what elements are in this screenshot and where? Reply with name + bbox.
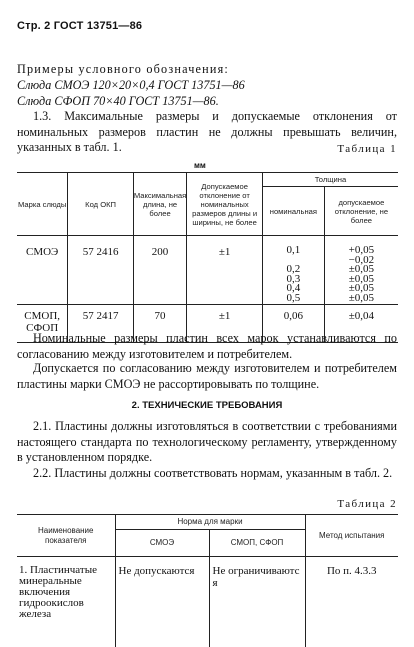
page-header: Стр. 2 ГОСТ 13751—86 bbox=[17, 20, 143, 32]
t2-cell-method: По п. 4.3.3 bbox=[326, 565, 377, 577]
t1-cell-grade: СМОЭ bbox=[17, 236, 68, 305]
t1-header-okp: Код ОКП bbox=[68, 173, 134, 236]
table-2 bbox=[17, 514, 398, 647]
t1-cell-tolerance: ±1 bbox=[187, 305, 263, 343]
t2-header-indicator: Наименование показателя bbox=[17, 515, 115, 557]
table-row bbox=[17, 557, 398, 647]
t1-thick-tol-value: ±0,05 bbox=[348, 282, 375, 295]
t1-cell-okp: 57 2416 bbox=[68, 236, 134, 305]
t1-cell-thick-tol bbox=[324, 236, 398, 305]
t2-header-norm: Норма для марки bbox=[115, 515, 305, 530]
table2-caption: Таблица 2 bbox=[337, 498, 397, 510]
t1-thick-tol-value: ±0,05 bbox=[348, 272, 375, 285]
t1-cell-nominal bbox=[262, 236, 324, 305]
table-1 bbox=[17, 172, 398, 343]
t1-header-max-length: Максимальная длина, не более bbox=[133, 173, 186, 236]
t1-header-thickness: Толщина bbox=[262, 173, 398, 187]
t2-header-method: Метод испытания bbox=[305, 515, 398, 557]
t1-thick-tol-value: −0,02 bbox=[348, 253, 375, 266]
t1-nominal-value: 0,5 bbox=[286, 291, 301, 304]
paragraph-allowed-text: Допускается по согласованию между изготовителем и потребителем пластины марки СМОЭ не рассортировывать по толщине. bbox=[17, 361, 397, 391]
t1-header-nominal: номинальная bbox=[262, 187, 324, 236]
paragraph-2-2: 2.2. Пластины должны соответствовать нормам, указанным в табл. 2. bbox=[33, 466, 393, 480]
example-line-1: Слюда СМОЭ 120×20×0,4 ГОСТ 13751—86 bbox=[17, 78, 245, 92]
t1-grade-line: СМОП, bbox=[24, 310, 61, 322]
t1-nominal-value: 0,4 bbox=[286, 282, 301, 295]
t1-nominal-value: 0,1 bbox=[286, 244, 301, 256]
t1-grade-line: СФОП bbox=[26, 322, 59, 334]
t1-header-tolerance: Допускаемое отклонение от номинальных размеров длины и ширины, не более bbox=[187, 173, 263, 236]
t1-nominal-value: 0,3 bbox=[286, 272, 301, 285]
t2-cell-indicator: 1. Пластинчатые минеральные включения гидроокислов железа bbox=[17, 557, 115, 647]
t1-cell-okp: 57 2417 bbox=[68, 305, 134, 343]
t2-header-smoe: СМОЭ bbox=[115, 530, 209, 557]
t1-header-thick-tol: допускаемое отклонение, не более bbox=[324, 187, 398, 236]
t1-thick-tol-value: ±0,05 bbox=[348, 291, 375, 304]
paragraph-2-1: 2.1. Пластины должны изготовляться в соответствии с требованиями настоящего стандарта по технологическому регламенту, утвержденному в установленном порядке. bbox=[17, 419, 397, 464]
t1-header-grade: Марка слюды bbox=[17, 173, 68, 236]
examples-heading: Примеры условного обозначения: bbox=[17, 62, 229, 76]
paragraph-1-3: 1.3. Максимальные размеры и допускаемые отклонения от номинальных размеров пластин не должны превышать величин, указанных в табл. 1. bbox=[17, 109, 397, 154]
table-row bbox=[17, 236, 398, 305]
t1-thick-tol-value: +0,05 bbox=[348, 244, 375, 256]
table1-unit: мм bbox=[194, 161, 206, 170]
t1-cell-thick-tol: ±0,04 bbox=[324, 305, 398, 343]
paragraph-allowed bbox=[17, 361, 397, 392]
paragraph-nominal: Номинальные размеры пластин всех марок устанавливаются по согласованию между изготовителем и потребителем. bbox=[17, 331, 397, 361]
t2-cell-smoe: Не допускаются bbox=[115, 557, 209, 647]
t2-cell-smop: Не ограничиваются bbox=[209, 557, 305, 647]
t1-cell-tolerance: ±1 bbox=[187, 236, 263, 305]
t1-cell-nominal: 0,06 bbox=[262, 305, 324, 343]
t1-thick-tol-value: ±0,05 bbox=[348, 263, 375, 276]
t1-cell-max-length: 200 bbox=[133, 236, 186, 305]
t1-nominal-value: 0,2 bbox=[286, 263, 301, 276]
t1-cell-max-length: 70 bbox=[133, 305, 186, 343]
t2-header-smop: СМОП, СФОП bbox=[209, 530, 305, 557]
section-title: 2. ТЕХНИЧЕСКИЕ ТРЕБОВАНИЯ bbox=[131, 400, 283, 411]
example-line-2: Слюда СФОП 70×40 ГОСТ 13751—86. bbox=[17, 94, 219, 108]
table1-caption: Таблица 1 bbox=[337, 143, 397, 155]
